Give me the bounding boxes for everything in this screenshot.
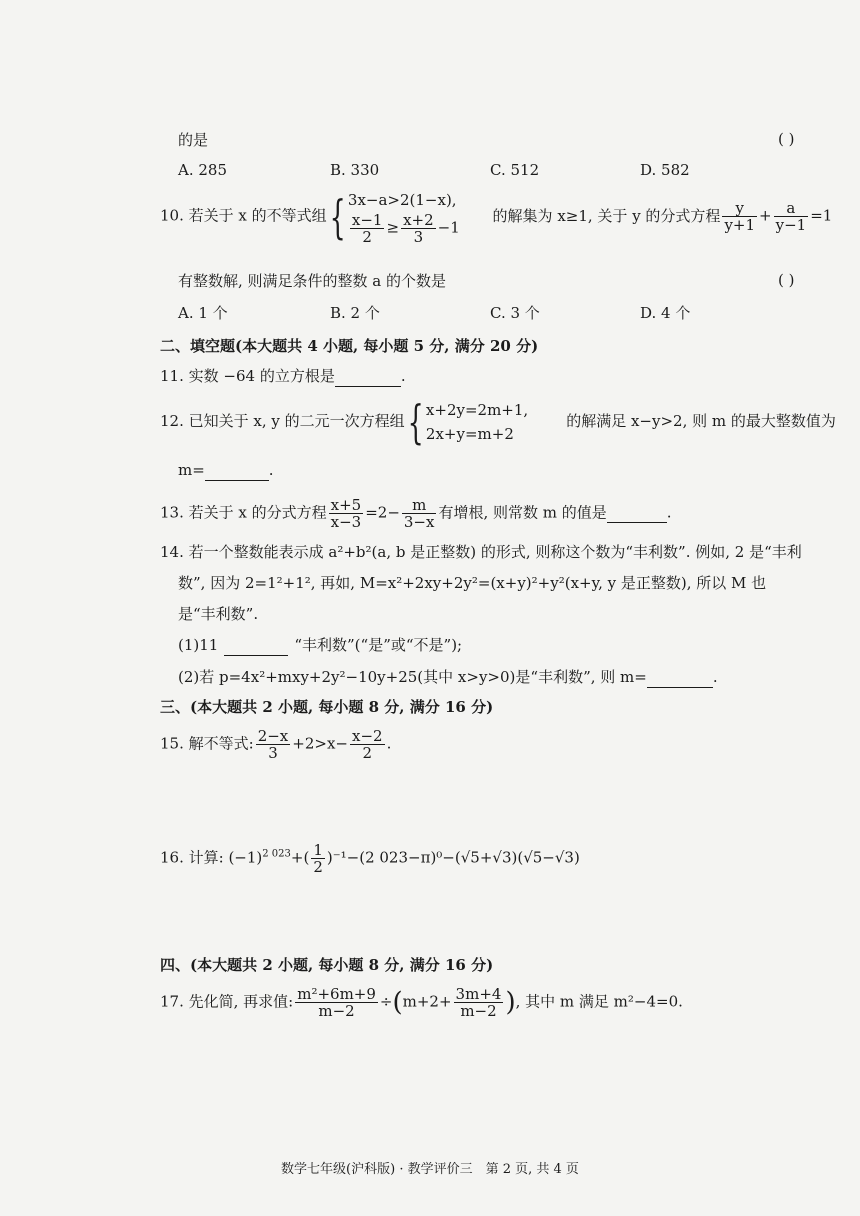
q10-eq-frac-2 bbox=[774, 200, 809, 233]
q12-end: . bbox=[268, 461, 274, 479]
q17-frac-2-den: m−2 bbox=[460, 1002, 497, 1020]
q11-blank bbox=[335, 366, 401, 387]
q16-frac-num: 1 bbox=[313, 841, 323, 859]
q10-ineq-tail: −1 bbox=[437, 218, 460, 237]
q13-frac-1-num: x+5 bbox=[330, 496, 362, 514]
q16 bbox=[160, 842, 580, 875]
q10-system bbox=[348, 188, 460, 245]
q17-frac-1 bbox=[295, 986, 378, 1019]
q13-end: . bbox=[666, 503, 672, 522]
q10-ineq-sign: ≥ bbox=[386, 218, 400, 237]
q17 bbox=[160, 986, 683, 1019]
q14-sub2-end: . bbox=[712, 668, 718, 686]
q16-exp1: 2 023 bbox=[262, 848, 291, 860]
q16-lead: 16. 计算: (−1) bbox=[160, 848, 263, 867]
q10-mid: 的解集为 x≥1, 关于 y 的分式方程 bbox=[492, 206, 721, 225]
section-3-heading: 三、(本大题共 2 小题, 每小题 8 分, 满分 16 分) bbox=[160, 698, 494, 716]
q9-option-c: C. 512 bbox=[490, 161, 540, 179]
q17-tail: , 其中 m 满足 m²−4=0. bbox=[515, 992, 683, 1011]
q10-eq-frac-1-num: y bbox=[722, 200, 757, 217]
q13-frac-1 bbox=[329, 497, 364, 530]
q9-option-a: A. 285 bbox=[178, 161, 227, 179]
q12-sys-line2: 2x+y=m+2 bbox=[425, 425, 514, 443]
q15-frac-1-den: 3 bbox=[268, 744, 278, 762]
q13-tail: 有增根, 则常数 m 的值是 bbox=[438, 503, 607, 522]
q10-answer-paren: ( ) bbox=[778, 271, 795, 289]
q15-mid: +2>x− bbox=[292, 734, 348, 753]
q10-lead: 10. 若关于 x 的不等式组 bbox=[160, 206, 327, 225]
q10-brace: { bbox=[329, 189, 346, 244]
q16-frac-den: 2 bbox=[313, 858, 323, 876]
q14-sub1-lead: (1)11 bbox=[178, 636, 219, 654]
q17-open-paren: ( bbox=[392, 987, 403, 1018]
q13-frac-2-den: 3−x bbox=[403, 513, 435, 531]
q15-frac-2-den: 2 bbox=[362, 744, 373, 762]
q15-lead: 15. 解不等式: bbox=[160, 734, 254, 753]
q14-sub1 bbox=[178, 635, 462, 656]
q10-sys-line1: 3x−a>2(1−x), bbox=[347, 191, 457, 209]
q10-frac-2-den: 3 bbox=[413, 228, 424, 246]
q15-frac-2 bbox=[350, 728, 385, 761]
q17-close-paren: ) bbox=[505, 987, 516, 1018]
q13-frac-1-den: x−3 bbox=[330, 513, 362, 531]
q10-eq-frac-2-num: a bbox=[774, 200, 809, 217]
q10-frac-2-num: x+2 bbox=[403, 211, 434, 229]
q10-eq-tail: =1 bbox=[810, 206, 833, 225]
q12-tail: 的解满足 x−y>2, 则 m 的最大整数值为 bbox=[566, 412, 836, 430]
q13-mid: =2− bbox=[365, 503, 400, 522]
q14-sub2-blank bbox=[647, 667, 713, 688]
q10-line2: 有整数解, 则满足条件的整数 a 的个数是 bbox=[178, 272, 447, 290]
q11-text: 11. 实数 −64 的立方根是 bbox=[160, 367, 335, 385]
q15-end: . bbox=[386, 734, 392, 753]
q12-brace: { bbox=[407, 395, 424, 449]
q10-option-a: A. 1 个 bbox=[178, 304, 228, 322]
q11 bbox=[160, 366, 406, 387]
q10-option-c: C. 3 个 bbox=[490, 304, 540, 322]
q17-frac-2 bbox=[454, 986, 504, 1019]
q10-question bbox=[160, 188, 832, 245]
q12-line2 bbox=[178, 460, 274, 481]
q17-frac-2-num: 3m+4 bbox=[455, 985, 502, 1003]
q17-lead: 17. 先化简, 再求值: bbox=[160, 992, 294, 1011]
q10-eq-plus: + bbox=[759, 206, 772, 225]
q10-eq-frac-2-den: y−1 bbox=[775, 216, 807, 234]
q9-option-d: D. 582 bbox=[640, 161, 690, 179]
q15 bbox=[160, 728, 391, 761]
q17-frac-1-den: m−2 bbox=[318, 1002, 355, 1020]
q12-m-eq: m= bbox=[178, 461, 205, 479]
q16-rest: )⁻¹−(2 023−π)⁰−(√5+√3)(√5−√3) bbox=[326, 848, 580, 867]
page-footer: 数学七年级(沪科版) · 教学评价三 第 2 页, 共 4 页 bbox=[281, 1162, 579, 1177]
q17-div: ÷ bbox=[379, 992, 393, 1011]
q12-blank bbox=[205, 460, 269, 481]
q17-mid: m+2+ bbox=[402, 992, 452, 1011]
q10-frac-2 bbox=[401, 212, 436, 245]
q9-option-b: B. 330 bbox=[330, 161, 380, 179]
q13-frac-2-num: m bbox=[402, 497, 437, 514]
q9-answer-paren: ( ) bbox=[778, 130, 795, 148]
q9-tail: 的是 bbox=[178, 131, 209, 149]
q10-sys-line2 bbox=[348, 212, 460, 245]
q14-line1: 14. 若一个整数能表示成 a²+b²(a, b 是正整数) 的形式, 则称这个数为“丰利数”. 例如, 2 是“丰利 bbox=[160, 543, 802, 561]
q15-frac-1-num: 2−x bbox=[257, 727, 289, 745]
q12-question bbox=[160, 395, 836, 449]
q12-system bbox=[426, 398, 528, 446]
q14-line2: 数”, 因为 2=1²+1², 再如, M=x²+2xy+2y²=(x+y)²+y²(x+y, y 是正整数), 所以 M 也 bbox=[178, 574, 767, 592]
q10-eq-frac-1-den: y+1 bbox=[724, 216, 756, 234]
q14-sub2 bbox=[178, 667, 718, 688]
q13-blank bbox=[607, 504, 667, 523]
q14-sub1-blank bbox=[224, 635, 288, 656]
section-2-heading: 二、填空题(本大题共 4 小题, 每小题 5 分, 满分 20 分) bbox=[160, 337, 539, 355]
q10-frac-1 bbox=[350, 212, 385, 245]
q16-frac bbox=[311, 842, 325, 875]
q12-lead: 12. 已知关于 x, y 的二元一次方程组 bbox=[160, 412, 405, 430]
q11-end: . bbox=[400, 367, 406, 385]
q13-lead: 13. 若关于 x 的分式方程 bbox=[160, 503, 327, 522]
q14-sub1-tail: “丰利数”(“是”或“不是”); bbox=[294, 636, 463, 654]
q12-sys-line1: x+2y=2m+1, bbox=[425, 401, 529, 419]
q15-frac-1 bbox=[256, 728, 291, 761]
q17-frac-1-num: m²+6m+9 bbox=[297, 985, 376, 1003]
q10-frac-1-num: x−1 bbox=[351, 211, 383, 229]
q10-option-d: D. 4 个 bbox=[640, 304, 691, 322]
q10-eq-frac-1 bbox=[722, 200, 757, 233]
q15-frac-2-num: x−2 bbox=[351, 727, 383, 745]
q10-frac-1-den: 2 bbox=[362, 228, 372, 246]
q16-plus: +( bbox=[290, 848, 310, 867]
q14-sub2-text: (2)若 p=4x²+mxy+2y²−10y+25(其中 x>y>0)是“丰利数”, 则 m= bbox=[178, 668, 647, 686]
q13 bbox=[160, 497, 672, 530]
q14-line3: 是“丰利数”. bbox=[178, 605, 259, 623]
q10-option-b: B. 2 个 bbox=[330, 304, 380, 322]
section-4-heading: 四、(本大题共 2 小题, 每小题 8 分, 满分 16 分) bbox=[160, 956, 494, 974]
q13-frac-2 bbox=[402, 497, 437, 530]
